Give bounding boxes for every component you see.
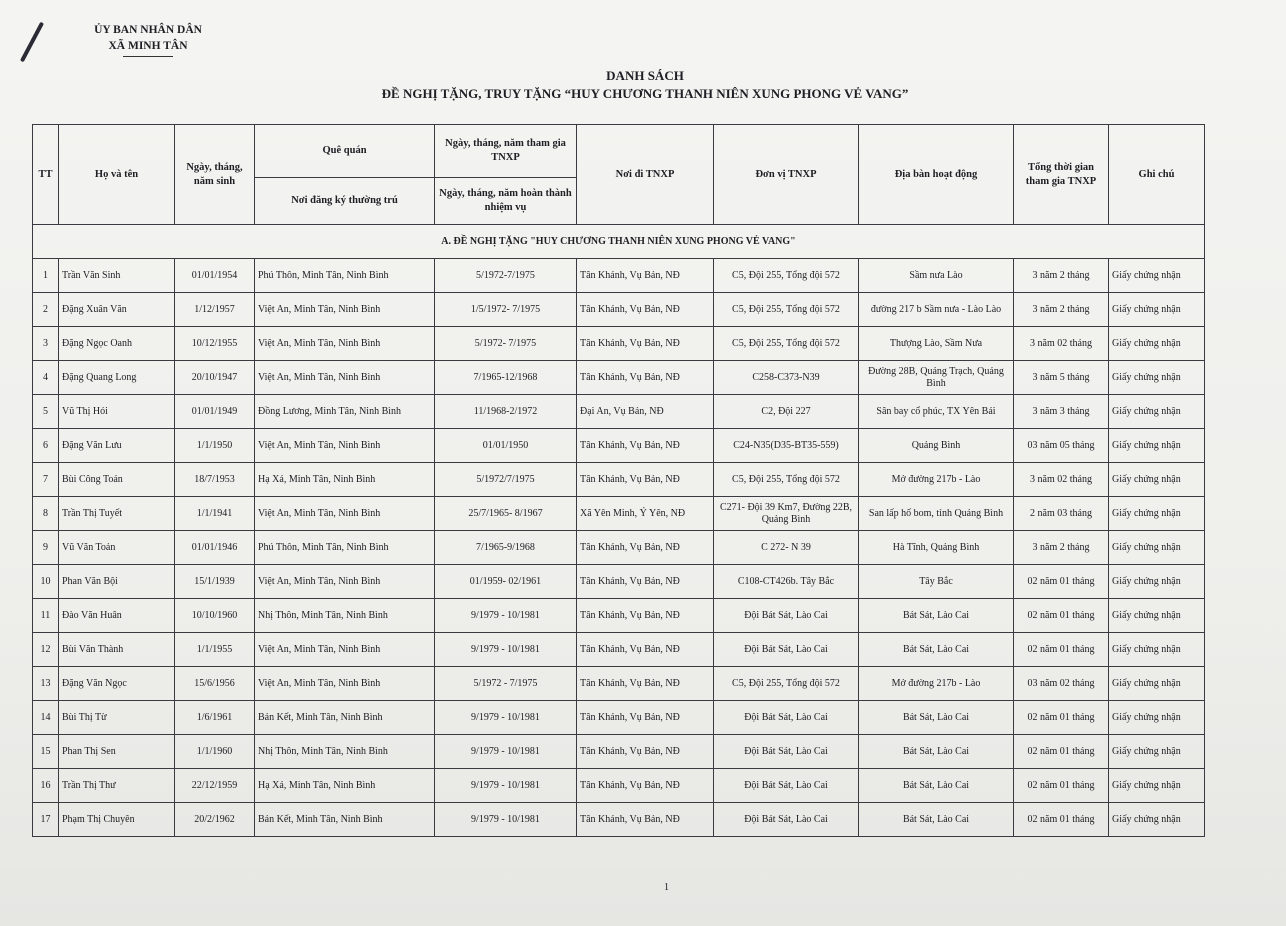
header-hometown: Quê quán bbox=[255, 125, 435, 178]
person-name-cell: Đặng Quang Long bbox=[59, 361, 175, 395]
origin-place-cell: Tân Khánh, Vụ Bản, NĐ bbox=[577, 463, 714, 497]
birth-date-cell: 10/10/1960 bbox=[175, 599, 255, 633]
service-period-cell: 11/1968-2/1972 bbox=[435, 395, 577, 429]
service-duration-cell: 02 năm 01 tháng bbox=[1014, 701, 1109, 735]
service-period-cell: 9/1979 - 10/1981 bbox=[435, 803, 577, 837]
table-row bbox=[33, 667, 1205, 701]
service-period-cell: 9/1979 - 10/1981 bbox=[435, 599, 577, 633]
header-area: Địa bàn hoạt động bbox=[859, 125, 1014, 225]
person-name-cell: Vũ Văn Toản bbox=[59, 531, 175, 565]
row-number-cell: 5 bbox=[33, 395, 59, 429]
issuer-line-2: XÃ MINH TÂN bbox=[108, 40, 188, 52]
birth-date-cell: 20/10/1947 bbox=[175, 361, 255, 395]
hometown-cell: Hạ Xá, Minh Tân, Ninh Bình bbox=[255, 463, 435, 497]
service-duration-cell: 3 năm 2 tháng bbox=[1014, 531, 1109, 565]
service-period-cell: 1/5/1972- 7/1975 bbox=[435, 293, 577, 327]
hometown-cell: Phú Thôn, Minh Tân, Ninh Bình bbox=[255, 531, 435, 565]
table-row bbox=[33, 531, 1205, 565]
service-period-cell: 5/1972-7/1975 bbox=[435, 259, 577, 293]
service-period-cell: 9/1979 - 10/1981 bbox=[435, 633, 577, 667]
note-cell: Giấy chứng nhận bbox=[1109, 633, 1205, 667]
header-residence: Nơi đăng ký thường trú bbox=[255, 178, 435, 225]
note-cell: Giấy chứng nhận bbox=[1109, 565, 1205, 599]
header-unit: Đơn vị TNXP bbox=[714, 125, 859, 225]
unit-name-cell: C5, Đội 255, Tổng đội 572 bbox=[714, 259, 859, 293]
document-title: DANH SÁCH bbox=[606, 68, 684, 83]
document-subtitle: ĐỀ NGHỊ TẶNG, TRUY TẶNG “HUY CHƯƠNG THANH NIÊN XUNG PHONG VẺ VANG” bbox=[381, 86, 909, 101]
unit-name-cell: C108-CT426b. Tây Bắc bbox=[714, 565, 859, 599]
note-cell: Giấy chứng nhận bbox=[1109, 327, 1205, 361]
table-body bbox=[33, 225, 1205, 837]
table-row bbox=[33, 429, 1205, 463]
hometown-cell: Việt An, Minh Tân, Ninh Bình bbox=[255, 293, 435, 327]
operation-area-cell: Sầm nưa Lào bbox=[859, 259, 1014, 293]
note-cell: Giấy chứng nhận bbox=[1109, 531, 1205, 565]
unit-name-cell: C271- Đội 39 Km7, Đường 22B, Quảng Bình bbox=[714, 497, 859, 531]
note-cell: Giấy chứng nhận bbox=[1109, 803, 1205, 837]
table-row bbox=[33, 395, 1205, 429]
row-number-cell: 3 bbox=[33, 327, 59, 361]
service-period-cell: 01/01/1950 bbox=[435, 429, 577, 463]
person-name-cell: Vũ Thị Hói bbox=[59, 395, 175, 429]
birth-date-cell: 01/01/1949 bbox=[175, 395, 255, 429]
birth-date-cell: 1/6/1961 bbox=[175, 701, 255, 735]
table-row bbox=[33, 769, 1205, 803]
hometown-cell: Phú Thôn, Minh Tân, Ninh Bình bbox=[255, 259, 435, 293]
service-period-cell: 9/1979 - 10/1981 bbox=[435, 701, 577, 735]
issuer-line-1: ỦY BAN NHÂN DÂN bbox=[94, 24, 202, 36]
birth-date-cell: 1/1/1955 bbox=[175, 633, 255, 667]
header-tt: TT bbox=[33, 125, 59, 225]
service-duration-cell: 3 năm 2 tháng bbox=[1014, 293, 1109, 327]
operation-area-cell: Bát Sát, Lào Cai bbox=[859, 735, 1014, 769]
row-number-cell: 2 bbox=[33, 293, 59, 327]
service-duration-cell: 02 năm 01 tháng bbox=[1014, 769, 1109, 803]
row-number-cell: 16 bbox=[33, 769, 59, 803]
person-name-cell: Bùi Văn Thành bbox=[59, 633, 175, 667]
row-number-cell: 8 bbox=[33, 497, 59, 531]
row-number-cell: 12 bbox=[33, 633, 59, 667]
unit-name-cell: Đội Bát Sát, Lào Cai bbox=[714, 735, 859, 769]
row-number-cell: 10 bbox=[33, 565, 59, 599]
unit-name-cell: C2, Đội 227 bbox=[714, 395, 859, 429]
unit-name-cell: C 272- N 39 bbox=[714, 531, 859, 565]
header-complete: Ngày, tháng, năm hoàn thành nhiệm vụ bbox=[435, 178, 577, 225]
note-cell: Giấy chứng nhận bbox=[1109, 701, 1205, 735]
origin-place-cell: Tân Khánh, Vụ Bản, NĐ bbox=[577, 565, 714, 599]
origin-place-cell: Đại An, Vụ Bản, NĐ bbox=[577, 395, 714, 429]
service-period-cell: 5/1972/7/1975 bbox=[435, 463, 577, 497]
origin-place-cell: Tân Khánh, Vụ Bản, NĐ bbox=[577, 667, 714, 701]
unit-name-cell: C258-C373-N39 bbox=[714, 361, 859, 395]
table-row bbox=[33, 633, 1205, 667]
header-origin: Nơi đi TNXP bbox=[577, 125, 714, 225]
header-name: Họ và tên bbox=[59, 125, 175, 225]
header-note: Ghi chú bbox=[1109, 125, 1205, 225]
origin-place-cell: Tân Khánh, Vụ Bản, NĐ bbox=[577, 531, 714, 565]
origin-place-cell: Tân Khánh, Vụ Bản, NĐ bbox=[577, 327, 714, 361]
section-a-heading: A. ĐỀ NGHỊ TẶNG "HUY CHƯƠNG THANH NIÊN XUNG PHONG VẺ VANG" bbox=[33, 225, 1205, 259]
origin-place-cell: Tân Khánh, Vụ Bản, NĐ bbox=[577, 735, 714, 769]
origin-place-cell: Tân Khánh, Vụ Bản, NĐ bbox=[577, 259, 714, 293]
service-duration-cell: 3 năm 5 tháng bbox=[1014, 361, 1109, 395]
birth-date-cell: 1/1/1960 bbox=[175, 735, 255, 769]
header-duration: Tổng thời gian tham gia TNXP bbox=[1014, 125, 1109, 225]
hometown-cell: Nhị Thôn, Minh Tân, Ninh Bình bbox=[255, 599, 435, 633]
hometown-cell: Việt An, Minh Tân, Ninh Bình bbox=[255, 327, 435, 361]
operation-area-cell: Quảng Bình bbox=[859, 429, 1014, 463]
birth-date-cell: 10/12/1955 bbox=[175, 327, 255, 361]
birth-date-cell: 1/12/1957 bbox=[175, 293, 255, 327]
note-cell: Giấy chứng nhận bbox=[1109, 395, 1205, 429]
service-duration-cell: 03 năm 02 tháng bbox=[1014, 667, 1109, 701]
pen-mark bbox=[20, 22, 44, 63]
person-name-cell: Phan Thị Sen bbox=[59, 735, 175, 769]
operation-area-cell: Bát Sát, Lào Cai bbox=[859, 701, 1014, 735]
hometown-cell: Việt An, Minh Tân, Ninh Bình bbox=[255, 429, 435, 463]
origin-place-cell: Tân Khánh, Vụ Bản, NĐ bbox=[577, 429, 714, 463]
operation-area-cell: Tây Bắc bbox=[859, 565, 1014, 599]
service-period-cell: 9/1979 - 10/1981 bbox=[435, 769, 577, 803]
hometown-cell: Việt An, Minh Tân, Ninh Bình bbox=[255, 667, 435, 701]
birth-date-cell: 01/01/1954 bbox=[175, 259, 255, 293]
person-name-cell: Đặng Xuân Văn bbox=[59, 293, 175, 327]
note-cell: Giấy chứng nhận bbox=[1109, 361, 1205, 395]
row-number-cell: 11 bbox=[33, 599, 59, 633]
unit-name-cell: C5, Đội 255, Tổng đội 572 bbox=[714, 327, 859, 361]
row-number-cell: 13 bbox=[33, 667, 59, 701]
table-row bbox=[33, 701, 1205, 735]
birth-date-cell: 1/1/1950 bbox=[175, 429, 255, 463]
note-cell: Giấy chứng nhận bbox=[1109, 293, 1205, 327]
note-cell: Giấy chứng nhận bbox=[1109, 599, 1205, 633]
hometown-cell: Việt An, Minh Tân, Ninh Bình bbox=[255, 361, 435, 395]
service-duration-cell: 3 năm 3 tháng bbox=[1014, 395, 1109, 429]
table-row bbox=[33, 361, 1205, 395]
birth-date-cell: 01/01/1946 bbox=[175, 531, 255, 565]
person-name-cell: Phạm Thị Chuyên bbox=[59, 803, 175, 837]
issuer-block bbox=[88, 22, 208, 57]
table-row bbox=[33, 327, 1205, 361]
unit-name-cell: C5, Đội 255, Tổng đội 572 bbox=[714, 667, 859, 701]
service-period-cell: 7/1965-12/1968 bbox=[435, 361, 577, 395]
hometown-cell: Đồng Lương, Minh Tân, Ninh Bình bbox=[255, 395, 435, 429]
service-duration-cell: 02 năm 01 tháng bbox=[1014, 803, 1109, 837]
person-name-cell: Bùi Công Toản bbox=[59, 463, 175, 497]
person-name-cell: Đặng Văn Ngọc bbox=[59, 667, 175, 701]
operation-area-cell: Đường 28B, Quảng Trạch, Quảng Bình bbox=[859, 361, 1014, 395]
section-row bbox=[33, 225, 1205, 259]
service-duration-cell: 02 năm 01 tháng bbox=[1014, 633, 1109, 667]
note-cell: Giấy chứng nhận bbox=[1109, 667, 1205, 701]
table-row bbox=[33, 497, 1205, 531]
table-row bbox=[33, 463, 1205, 497]
operation-area-cell: Mở đường 217b - Lào bbox=[859, 463, 1014, 497]
birth-date-cell: 18/7/1953 bbox=[175, 463, 255, 497]
unit-name-cell: Đội Bát Sát, Lào Cai bbox=[714, 633, 859, 667]
operation-area-cell: Bát Sát, Lào Cai bbox=[859, 633, 1014, 667]
note-cell: Giấy chứng nhận bbox=[1109, 259, 1205, 293]
row-number-cell: 1 bbox=[33, 259, 59, 293]
unit-name-cell: C24-N35(D35-BT35-559) bbox=[714, 429, 859, 463]
hometown-cell: Bản Kết, Minh Tân, Ninh Bình bbox=[255, 701, 435, 735]
person-name-cell: Trần Văn Sinh bbox=[59, 259, 175, 293]
table-row bbox=[33, 599, 1205, 633]
origin-place-cell: Tân Khánh, Vụ Bản, NĐ bbox=[577, 361, 714, 395]
hometown-cell: Nhị Thôn, Minh Tân, Ninh Bình bbox=[255, 735, 435, 769]
unit-name-cell: Đội Bát Sát, Lào Cai bbox=[714, 701, 859, 735]
operation-area-cell: Bát Sát, Lào Cai bbox=[859, 599, 1014, 633]
hometown-cell: Việt An, Minh Tân, Ninh Bình bbox=[255, 565, 435, 599]
operation-area-cell: Bát Sát, Lào Cai bbox=[859, 803, 1014, 837]
person-name-cell: Trần Thị Tuyết bbox=[59, 497, 175, 531]
person-name-cell: Đặng Ngọc Oanh bbox=[59, 327, 175, 361]
row-number-cell: 17 bbox=[33, 803, 59, 837]
service-duration-cell: 3 năm 02 tháng bbox=[1014, 327, 1109, 361]
person-name-cell: Đào Văn Huân bbox=[59, 599, 175, 633]
service-period-cell: 5/1972 - 7/1975 bbox=[435, 667, 577, 701]
person-name-cell: Bùi Thị Từ bbox=[59, 701, 175, 735]
page-number: 1 bbox=[664, 882, 669, 893]
person-name-cell: Trần Thị Thư bbox=[59, 769, 175, 803]
issuer-underline bbox=[123, 56, 173, 57]
service-duration-cell: 3 năm 02 tháng bbox=[1014, 463, 1109, 497]
origin-place-cell: Tân Khánh, Vụ Bản, NĐ bbox=[577, 701, 714, 735]
row-number-cell: 7 bbox=[33, 463, 59, 497]
birth-date-cell: 22/12/1959 bbox=[175, 769, 255, 803]
table-row bbox=[33, 259, 1205, 293]
hometown-cell: Hạ Xá, Minh Tân, Ninh Bình bbox=[255, 769, 435, 803]
unit-name-cell: Đội Bát Sát, Lào Cai bbox=[714, 599, 859, 633]
person-name-cell: Phan Văn Bội bbox=[59, 565, 175, 599]
row-number-cell: 4 bbox=[33, 361, 59, 395]
hometown-cell: Bản Kết, Minh Tân, Ninh Bình bbox=[255, 803, 435, 837]
birth-date-cell: 20/2/1962 bbox=[175, 803, 255, 837]
header-join: Ngày, tháng, năm tham gia TNXP bbox=[435, 125, 577, 178]
unit-name-cell: Đội Bát Sát, Lào Cai bbox=[714, 803, 859, 837]
table-row bbox=[33, 735, 1205, 769]
operation-area-cell: San lấp hố bom, tỉnh Quảng Bình bbox=[859, 497, 1014, 531]
row-number-cell: 6 bbox=[33, 429, 59, 463]
origin-place-cell: Tân Khánh, Vụ Bản, NĐ bbox=[577, 769, 714, 803]
service-period-cell: 9/1979 - 10/1981 bbox=[435, 735, 577, 769]
note-cell: Giấy chứng nhận bbox=[1109, 735, 1205, 769]
hometown-cell: Việt An, Minh Tân, Ninh Bình bbox=[255, 497, 435, 531]
unit-name-cell: C5, Đội 255, Tổng đội 572 bbox=[714, 293, 859, 327]
note-cell: Giấy chứng nhận bbox=[1109, 769, 1205, 803]
origin-place-cell: Tân Khánh, Vụ Bản, NĐ bbox=[577, 599, 714, 633]
operation-area-cell: Hà Tĩnh, Quảng Bình bbox=[859, 531, 1014, 565]
origin-place-cell: Xã Yên Minh, Ý Yên, NĐ bbox=[577, 497, 714, 531]
row-number-cell: 9 bbox=[33, 531, 59, 565]
unit-name-cell: C5, Đội 255, Tổng đội 572 bbox=[714, 463, 859, 497]
note-cell: Giấy chứng nhận bbox=[1109, 429, 1205, 463]
origin-place-cell: Tân Khánh, Vụ Bản, NĐ bbox=[577, 633, 714, 667]
birth-date-cell: 1/1/1941 bbox=[175, 497, 255, 531]
birth-date-cell: 15/6/1956 bbox=[175, 667, 255, 701]
row-number-cell: 14 bbox=[33, 701, 59, 735]
operation-area-cell: Thượng Lào, Sầm Nưa bbox=[859, 327, 1014, 361]
note-cell: Giấy chứng nhận bbox=[1109, 463, 1205, 497]
table-row bbox=[33, 565, 1205, 599]
service-period-cell: 25/7/1965- 8/1967 bbox=[435, 497, 577, 531]
service-period-cell: 01/1959- 02/1961 bbox=[435, 565, 577, 599]
service-period-cell: 7/1965-9/1968 bbox=[435, 531, 577, 565]
service-duration-cell: 03 năm 05 tháng bbox=[1014, 429, 1109, 463]
service-duration-cell: 02 năm 01 tháng bbox=[1014, 735, 1109, 769]
note-cell: Giấy chứng nhận bbox=[1109, 497, 1205, 531]
origin-place-cell: Tân Khánh, Vụ Bản, NĐ bbox=[577, 803, 714, 837]
service-duration-cell: 2 năm 03 tháng bbox=[1014, 497, 1109, 531]
table-row bbox=[33, 293, 1205, 327]
unit-name-cell: Đội Bát Sát, Lào Cai bbox=[714, 769, 859, 803]
birth-date-cell: 15/1/1939 bbox=[175, 565, 255, 599]
row-number-cell: 15 bbox=[33, 735, 59, 769]
person-name-cell: Đặng Văn Lưu bbox=[59, 429, 175, 463]
service-period-cell: 5/1972- 7/1975 bbox=[435, 327, 577, 361]
operation-area-cell: Bát Sát, Lào Cai bbox=[859, 769, 1014, 803]
service-duration-cell: 02 năm 01 tháng bbox=[1014, 599, 1109, 633]
service-duration-cell: 3 năm 2 tháng bbox=[1014, 259, 1109, 293]
operation-area-cell: Sân bay cổ phúc, TX Yên Bái bbox=[859, 395, 1014, 429]
award-list-table bbox=[32, 124, 1205, 837]
header-dob: Ngày, tháng, năm sinh bbox=[175, 125, 255, 225]
hometown-cell: Việt An, Minh Tân, Ninh Bình bbox=[255, 633, 435, 667]
operation-area-cell: Mở đường 217b - Lào bbox=[859, 667, 1014, 701]
origin-place-cell: Tân Khánh, Vụ Bản, NĐ bbox=[577, 293, 714, 327]
service-duration-cell: 02 năm 01 tháng bbox=[1014, 565, 1109, 599]
table-row bbox=[33, 803, 1205, 837]
operation-area-cell: đường 217 b Sầm nưa - Lào Lào bbox=[859, 293, 1014, 327]
